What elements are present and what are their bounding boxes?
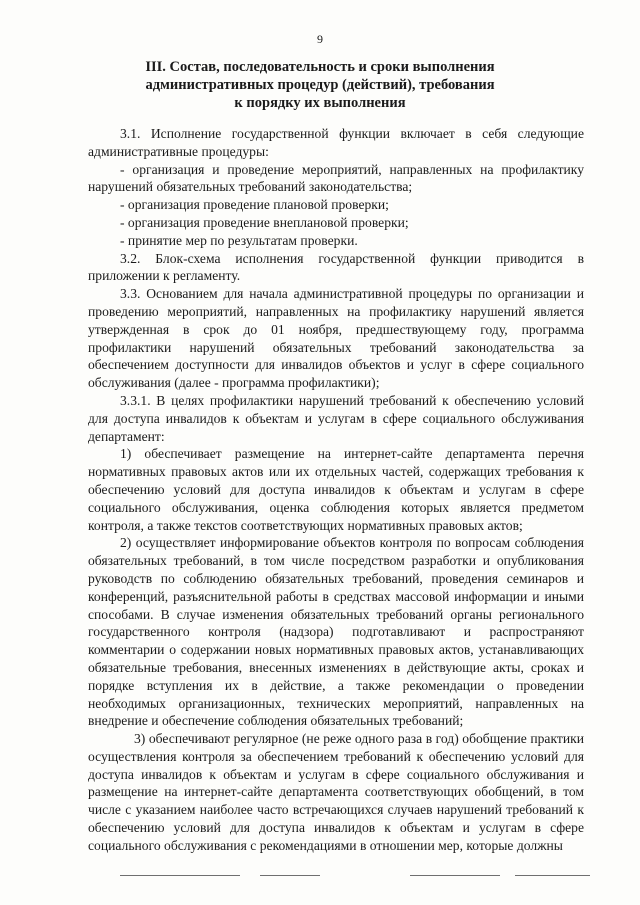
scan-artifact-line	[120, 873, 590, 879]
subitem-3: 3) обеспечивают регулярное (не реже одного раза в год) обобщение практики осуществления контроля за обеспечением требований к обеспечению условий для доступа инвалидов к объектам и услугам в сфере социального обслуживания и размещение на интернет-сайте департамента соответствующих обобщений, в том числе с указанием наиболее часто встречающихся случаев нарушений требований к обеспечению условий для доступа инвалидов к объектам и услугам в сфере социального обслуживания с рекомендациями в отношении мер, которые должны	[88, 731, 584, 853]
document-body	[88, 125, 584, 855]
list-item-measures: - принятие мер по результатам проверки.	[120, 232, 358, 248]
page-number: 9	[317, 32, 323, 46]
list-item-prevention: - организация и проведение мероприятий, направленных на профилактику нарушений обязательных требований законодательства;	[88, 161, 584, 195]
section-heading	[120, 58, 520, 112]
heading-line-2: административных процедур (действий), требования	[145, 77, 495, 93]
paragraph-3-3: 3.3. Основанием для начала административной процедуры по организации и проведению мероприятий, направленных на профилактику нарушений является утвержденная в срок до 01 ноября, предшествующему году, программа профилактики нарушений обязательных требований законодательства за обеспечением доступности для инвалидов объектов и услуг в сфере социального обслуживания (далее - программа профилактики);	[88, 286, 584, 391]
paragraph-3-3-1: 3.3.1. В целях профилактики нарушений требований к обеспечению условий для доступа инвалидов к объектам и услугам в сфере социального обслуживания департамент:	[88, 392, 584, 444]
paragraph-3-2: 3.2. Блок-схема исполнения государственной функции приводится в приложении к регламенту.	[88, 250, 584, 284]
list-item-unplanned-inspection: - организация проведение внеплановой проверки;	[120, 214, 409, 230]
subitem-1: 1) обеспечивает размещение на интернет-сайте департамента перечня нормативных правовых актов или их отдельных частей, содержащих требования к обеспечению условий для доступа инвалидов к объектам и услугам в сфере социального обслуживания, оценка соблюдения которых является предметом контроля, а также текстов соответствующих нормативных правовых актов;	[88, 446, 584, 533]
heading-line-1: III. Состав, последовательность и сроки выполнения	[145, 59, 495, 75]
heading-line-3: к порядку их выполнения	[234, 95, 406, 111]
paragraph-3-1: 3.1. Исполнение государственной функции включает в себя следующие административные процедуры:	[88, 126, 584, 159]
list-item-planned-inspection: - организация проведение плановой проверки;	[120, 197, 389, 213]
subitem-2: 2) осуществляет информирование объектов контроля по вопросам соблюдения обязательных требований, в том числе посредством разработки и опубликования руководств по соблюдению обязательных требований, проведения семинаров и конференций, разъяснительной работы в средствах массовой информации и иными способами. В случае изменения обязательных требований органы регионального государственного контроля (надзора) подготавливают и распространяют комментарии о содержании новых нормативных правовых актов, устанавливающих обязательные требования, внесенных изменениях в действующие акты, сроках и порядке вступления их в действие, а также рекомендации о проведении необходимых организационных, технических мероприятий, направленных на внедрение и обеспечение соблюдения обязательных требований;	[88, 535, 584, 729]
